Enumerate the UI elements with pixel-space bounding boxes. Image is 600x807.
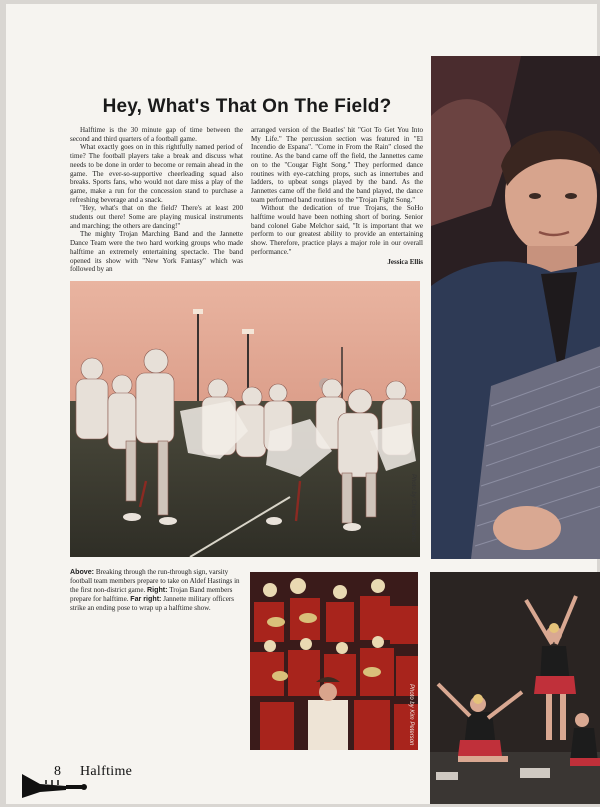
- page-folio: [20, 764, 180, 804]
- article-headline: Hey, What's That On The Field?: [102, 96, 392, 117]
- caption-label-far-right: Far right:: [130, 594, 162, 603]
- student-portrait-photo: [431, 56, 600, 559]
- article-paragraph: "Hey, what's that on the field? There's at least 200 students out there! Some are playing musical instruments and marching; the others are dancing!": [70, 204, 243, 230]
- caption-label-above: Above:: [70, 568, 95, 576]
- marching-band-photo: [250, 572, 418, 750]
- football-team-photo: [70, 281, 420, 557]
- article-paragraph: Halftime is the 30 minute gap of time between the second and third quarters of a football game.: [70, 126, 243, 143]
- article-column-1: [70, 126, 243, 274]
- page-number: 8: [54, 764, 61, 779]
- article-paragraph: Without the dedication of true Trojans, the SoHo halftime would have been nothing short of boring. Senior band colonel Gabe Melchor said, "It is important that we perform to our greatest ability to provide an entertaining show. Therefore, practice plays a major role in our overall performance.": [251, 204, 423, 256]
- article-paragraph: What exactly goes on in this rightfully named period of time? The football players take a break and discuss what needs to be done in order to become or remain ahead in the game. The ever-so-supportive cheerleading squad also breaks. Sports fans, who would not dare miss a play of the game, make a run for the concession stand to purchase a refreshing beverage and a snack.: [70, 143, 243, 204]
- caption-label-right: Right:: [147, 585, 168, 594]
- caption-text-right: Trojan Band members prepare for halftime.: [70, 585, 233, 603]
- yearbook-page: [6, 4, 597, 804]
- caption-text-above: Breaking through the run-through sign, varsity football team members prepare to take on Aldef Hastings in the first non-district game.: [70, 568, 240, 594]
- photo-caption: [70, 568, 242, 613]
- article-byline: Jessica Ellis: [387, 257, 423, 266]
- photo-credit: Photo by Kim Peterson: [408, 684, 414, 746]
- caption-text-far-right: Jannette military officers strike an ending pose to wrap up a halftime show.: [70, 594, 234, 612]
- dance-team-photo: [430, 572, 600, 804]
- article-paragraph: arranged version of the Beatles' hit "Got To Get You Into My Life." The percussion section was featured in "El Incendio de Espana". "Come in From the Rain" closed the routine. As the band came off the field, the Jannettes came on to the "Cougar Fight Song." They performed dance routines with eye-catching props, such as innertubes and ladders, to upbeat songs played by the band. As the Jannettes came off the field and the band played, the dance team performed band routines to the "Trojan Fight Song.": [251, 126, 423, 204]
- article-column-2: [251, 126, 423, 266]
- photo-credit: Photo by Christy Williams: [410, 474, 416, 542]
- section-title: Halftime: [80, 764, 133, 779]
- article-paragraph: The mighty Trojan Marching Band and the Jannette Dance Team were the two hard working groups who made halftime an extremely entertaining spectacle. The band opened its show with "New York Fantasy" which was followed by an: [70, 230, 243, 274]
